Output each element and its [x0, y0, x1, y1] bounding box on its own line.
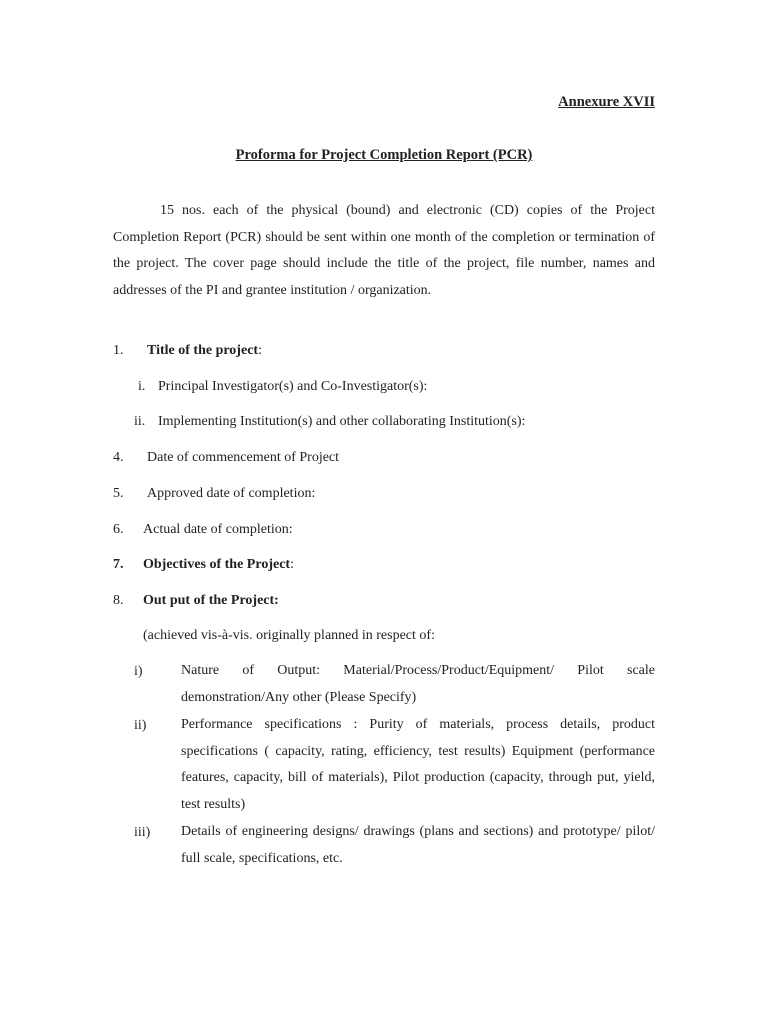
item-suffix: : — [258, 343, 262, 358]
item-label: Actual date of completion: — [143, 522, 293, 537]
item-label: Title of the project — [147, 343, 259, 358]
item-label: Objectives of the Project — [143, 557, 291, 572]
sub-item-text: Performance specifications : Purity of materials, process details, product specifications ( capacity, rating, efficiency, test results) Equipment (performance features, capacity, bill of materials), Pilot production (capacity, through put, yield, test results) — [181, 717, 655, 812]
item-number: i. — [138, 379, 146, 394]
output-note: (achieved vis-à-vis. originally planned in respect of: — [143, 628, 435, 643]
item-number: 6. — [113, 522, 124, 537]
item-label: Out put of the Project: — [143, 593, 279, 608]
annexure-label: Annexure XVII — [558, 94, 655, 110]
item-suffix: : — [290, 557, 294, 572]
item-number: 8. — [113, 593, 124, 608]
sub-item-text: Nature of Output: Material/Process/Product/Equipment/ Pilot scale demonstration/Any other (Please Specify) — [181, 663, 655, 705]
item-number: 7. — [113, 557, 124, 572]
item-label: Principal Investigator(s) and Co-Investigator(s): — [158, 379, 428, 394]
sub-item-text: Details of engineering designs/ drawings (plans and sections) and prototype/ pilot/ full scale, specifications, etc. — [181, 824, 655, 866]
item-number: 4. — [113, 450, 124, 465]
sub-item-number: iii) — [134, 825, 151, 840]
item-number: 5. — [113, 486, 124, 501]
item-number: ii. — [134, 414, 146, 429]
item-label: Approved date of completion: — [147, 486, 316, 501]
sub-item-number: ii) — [134, 718, 147, 733]
sub-item-number: i) — [134, 664, 143, 679]
intro-paragraph: 15 nos. each of the physical (bound) and electronic (CD) copies of the Project Completion Report (PCR) should be sent within one month of the completion or termination of the project. The cover page should include the title of the project, file number, names and addresses of the PI and grantee institution / organization. — [113, 203, 655, 298]
item-label: Implementing Institution(s) and other collaborating Institution(s): — [158, 414, 526, 429]
item-number: 1. — [113, 343, 124, 358]
document-title: Proforma for Project Completion Report (PCR) — [235, 147, 533, 163]
item-label: Date of commencement of Project — [147, 450, 340, 465]
